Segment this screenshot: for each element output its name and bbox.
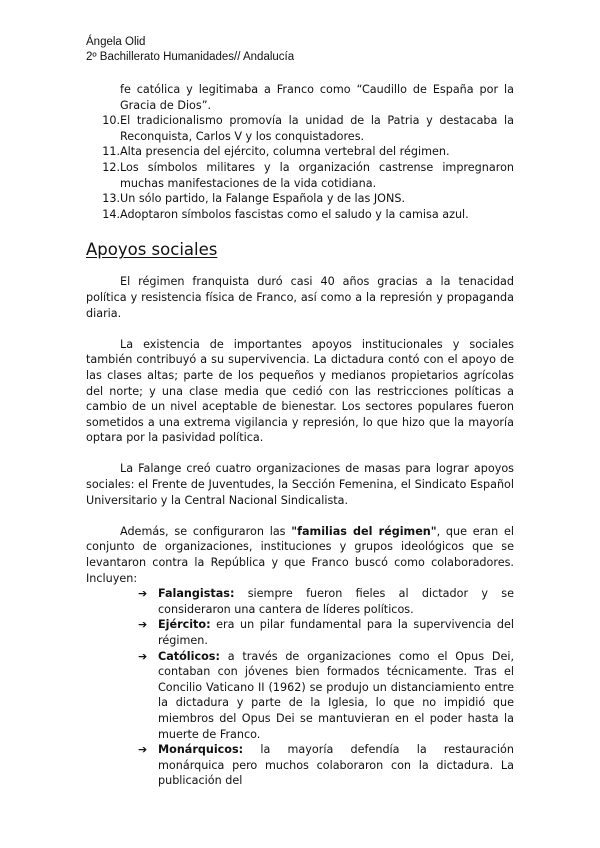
item-number: 11. xyxy=(102,145,120,159)
family-item xyxy=(138,617,514,648)
paragraph: La Falange creó cuatro organizaciones de masas para lograr apoyos sociales: el Frente de Juventudes, la Sección Femenina, el Sindicato Español Universitario y la Central Nacional Sindicalista. xyxy=(86,462,514,507)
families-intro-start: Además, se configuraron las xyxy=(120,524,292,538)
family-term: Católicos: xyxy=(158,649,220,663)
course-name: 2º Bachillerato Humanidades// Andalucía xyxy=(86,51,295,63)
family-item xyxy=(138,649,514,743)
families-list xyxy=(86,586,514,789)
numbered-list xyxy=(86,113,514,222)
document-body xyxy=(86,82,514,789)
arrow-bullet-icon: ➔ xyxy=(138,743,148,757)
family-term: Ejército: xyxy=(158,618,211,632)
list-item xyxy=(86,160,514,191)
item-text: Adoptaron símbolos fascistas como el saludo y la camisa azul. xyxy=(120,207,469,221)
family-term: Falangistas: xyxy=(158,587,235,601)
paragraph: El régimen franquista duró casi 40 años gracias a la tenacidad política y resistencia física de Franco, así como a la represión y propaganda diaria. xyxy=(86,275,514,320)
families-intro xyxy=(86,524,514,586)
item-text: El tradicionalismo promovía la unidad de la Patria y destacaba la Reconquista, Carlos V y los conquistadores. xyxy=(120,114,514,143)
arrow-bullet-icon: ➔ xyxy=(138,649,148,663)
list-item xyxy=(86,207,514,223)
section-heading: Apoyos sociales xyxy=(86,240,218,260)
family-item xyxy=(138,742,514,789)
author-name: Ángela Olid xyxy=(86,36,146,48)
family-description: a través de organizaciones como el Opus Dei, contaban con jóvenes bien formados técnicamente. Tras el Concilio Vaticano II (1962) se produjo un distanciamiento entre la dictadura y parte de la Iglesia, lo que no impidió que miembros del Opus Dei se mantuvieran en el poder hasta la muerte de Franco. xyxy=(158,649,514,741)
paragraph: La existencia de importantes apoyos institucionales y sociales también contribuyó a su supervivencia. La dictadura contó con el apoyo de las clases altas; parte de los pequeños y medianos propietarios agrícolas del norte; y una clase media que cedió con las restricciones políticas a cambio de un nivel aceptable de bienestar. Los sectores populares fueron sometidos a una extrema vigilancia y represión, lo que hizo que la mayoría optara por la pasividad política. xyxy=(86,337,514,445)
family-item xyxy=(138,586,514,617)
item-number: 12. xyxy=(102,160,120,174)
family-description: siempre fueron fieles al dictador y se consideraron una cantera de líderes políticos. xyxy=(158,587,514,616)
page-header xyxy=(86,35,294,65)
families-intro-term: "familias del régimen" xyxy=(291,524,437,538)
family-term: Monárquicos: xyxy=(158,743,244,757)
item-text: Los símbolos militares y la organización castrense impregnaron muchas manifestaciones de la vida cotidiana. xyxy=(120,160,514,190)
continuation-text: fe católica y legitimaba a Franco como “Caudillo de España por la Gracia de Dios”. xyxy=(120,83,514,112)
list-item xyxy=(86,191,514,207)
item-text: Alta presencia del ejército, columna vertebral del régimen. xyxy=(120,145,450,159)
family-description: era un pilar fundamental para la supervivencia del régimen. xyxy=(158,618,514,647)
item-text: Un sólo partido, la Falange Española y de las JONS. xyxy=(120,192,406,206)
families-intro-end: , que eran el conjunto de organizaciones, instituciones y grupos ideológicos que se levantaron contra la República y que Franco buscó como colaboradores. Incluyen: xyxy=(86,524,514,585)
item-number: 14. xyxy=(102,207,120,221)
arrow-bullet-icon: ➔ xyxy=(138,587,148,601)
item-number: 10. xyxy=(102,114,120,128)
list-item xyxy=(86,144,514,160)
arrow-bullet-icon: ➔ xyxy=(138,618,148,632)
family-description: la mayoría defendía la restauración monárquica pero muchos colaboraron con la dictadura. La publicación del xyxy=(158,743,514,788)
list-item xyxy=(86,113,514,144)
item-number: 13. xyxy=(102,192,120,206)
